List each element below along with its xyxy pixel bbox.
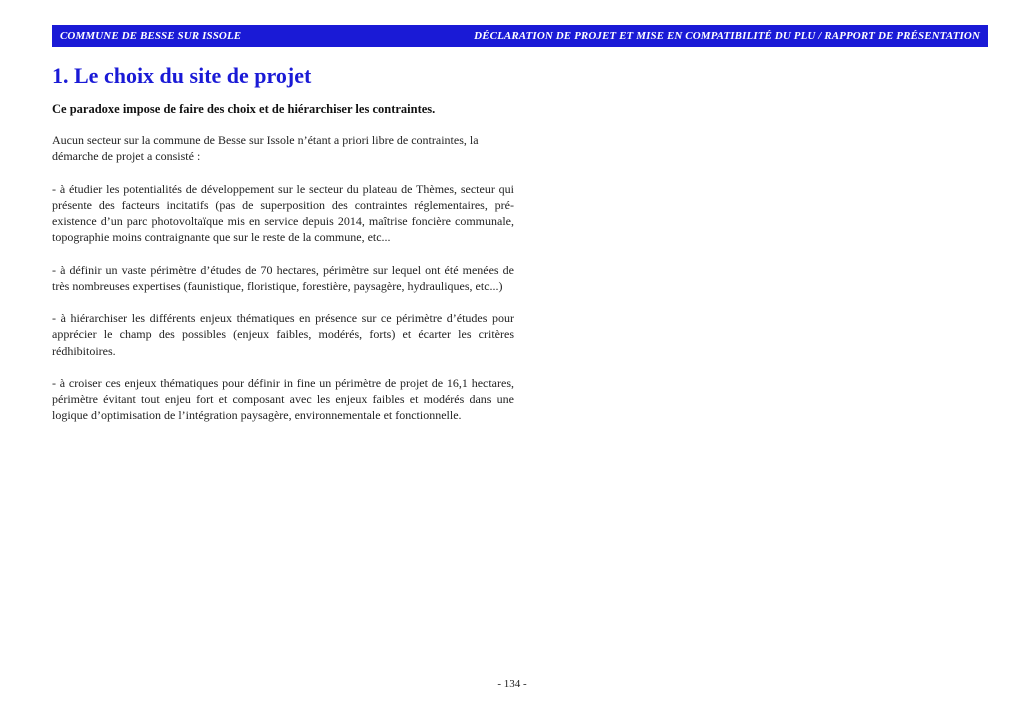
header-report-title: DÉCLARATION DE PROJET ET MISE EN COMPATIBILITÉ DU PLU / RAPPORT DE PRÉSENTATION — [474, 30, 980, 42]
paragraph-perimetre-etudes: - à définir un vaste périmètre d’études de 70 hectares, périmètre sur lequel ont été menées de très nombreuses expertises (faunistique, floristique, forestière, paysagère, hydrauliques, etc...) — [52, 262, 514, 293]
paragraph-croiser: - à croiser ces enjeux thématiques pour définir in fine un périmètre de projet de 16,1 hectares, périmètre évitant tout enjeu fort et composant avec les enjeux faibles et modérés dans une logique d’optimisation de l’intégration paysagère, environnementale et fonctionnelle. — [52, 375, 514, 423]
paragraph-hierarchiser: - à hiérarchiser les différents enjeux thématiques en présence sur ce périmètre d’études pour apprécier le champ des possibles (enjeux faibles, modérés, forts) et écarter les critères rédhibitoires. — [52, 311, 514, 358]
section-title: 1. Le choix du site de projet — [52, 63, 312, 88]
paragraph-intro: Aucun secteur sur la commune de Besse sur Issole n’étant a priori libre de contraintes, la démarche de projet a consisté : — [52, 133, 479, 164]
section-subtitle: Ce paradoxe impose de faire des choix et de hiérarchiser les contraintes. — [52, 102, 436, 116]
paragraph-potentialites: - à étudier les potentialités de développement sur le secteur du plateau de Thèmes, secteur qui présente des facteurs incitatifs (pas de superposition des contraintes réglementaires, pré-existence d’un parc photovoltaïque mis en service depuis 2014, maîtrise foncière communale, topographie moins contraignante que sur le reste de la commune, etc... — [52, 181, 514, 245]
body-text — [52, 132, 514, 440]
header-commune: COMMUNE DE BESSE SUR ISSOLE — [60, 30, 242, 42]
header-band — [52, 25, 988, 47]
page-number: - 134 - — [497, 678, 527, 690]
